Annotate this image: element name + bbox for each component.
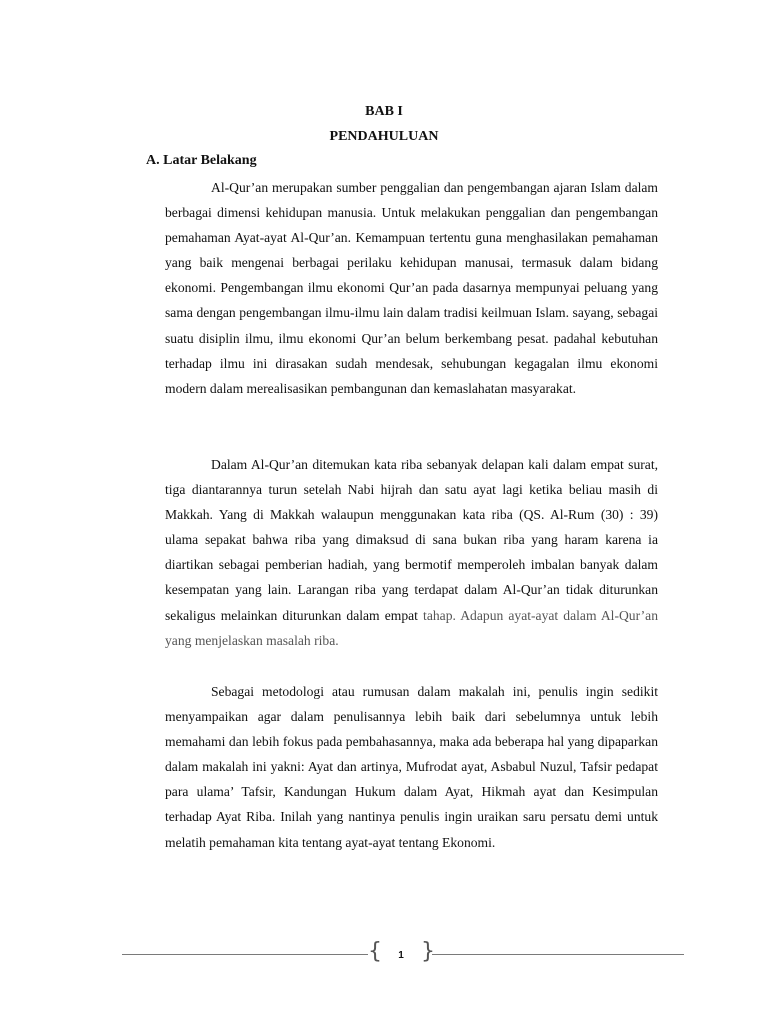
paragraph-1: Al-Qur’an merupakan sumber penggalian dan pengembangan ajaran Islam dalam berbagai dimensi kehidupan manusia. Untuk melakukan penggalian dan pengembangan pemahaman Ayat-ayat Al-Qur’an. Kemampuan tertentu guna menghasilakan pemahaman yang baik mengenai berbagai perilaku kehidupan manusai, termasuk dalam bidang ekonomi. Pengembangan ilmu ekonomi Qur’an pada dasarnya mempunyai peluang yang sama dengan pengembangan ilmu-ilmu lain dalam tradisi keilmuan Islam. sayang, sebagai suatu disiplin ilmu, ilmu ekonomi Qur’an belum berkembang pesat. padahal kebutuhan terhadap ilmu ini dirasakan sudah mendesak, sehubungan kegagalan ilmu ekonomi modern dalam merealisasikan pembangunan dan kemaslahatan masyarakat. (165, 180, 658, 396)
section-heading: A. Latar Belakang (146, 153, 257, 168)
paragraph-2-tail: tahap. Adapun ayat-ayat dalam Al-Qur’an yang menjelaskan masalah riba. (165, 607, 658, 648)
footer-brace-right: } (421, 939, 435, 964)
footer-brace-left: { (368, 939, 382, 964)
paragraph-2 (165, 452, 658, 653)
chapter-title: PENDAHULUAN (329, 129, 439, 144)
footer-divider-right (432, 954, 684, 955)
page-number: 1 (398, 950, 404, 961)
chapter-number: BAB I (365, 104, 403, 119)
footer-divider-left (122, 954, 368, 955)
paragraph-3: Sebagai metodologi atau rumusan dalam makalah ini, penulis ingin sedikit menyampaikan agar dalam penulisannya lebih baik dari sebelumnya untuk lebih memahami dan lebih fokus pada pembahasannya, maka ada beberapa hal yang dipaparkan dalam makalah ini yakni: Ayat dan artinya, Mufrodat ayat, Asbabul Nuzul, Tafsir pedapat para ulama’ Tafsir, Kandungan Hukum dalam Ayat, Hikmah ayat dan Kesimpulan terhadap Ayat Riba. Inilah yang nantinya penulis ingin uraikan saru persatu demi untuk melatih pemahaman kita tentang ayat-ayat tentang Ekonomi. (165, 684, 658, 850)
paragraph-2-main: Dalam Al-Qur’an ditemukan kata riba sebanyak delapan kali dalam empat surat, tiga diantarannya turun setelah Nabi hijrah dan satu ayat lagi ketika beliau masih di Makkah. Yang di Makkah walaupun menggunakan kata riba (QS. Al-Rum (30) : 39) ulama sepakat bahwa riba yang dimaksud di sana bukan riba yang haram karena ia diartikan sebagai pemberian hadiah, yang bermotif memperoleh imbalan banyak dalam kesempatan yang lain. Larangan riba yang terdapat dalam Al-Qur’an tidak diturunkan sekaligus melainkan diturunkan dalam empat (165, 457, 658, 623)
